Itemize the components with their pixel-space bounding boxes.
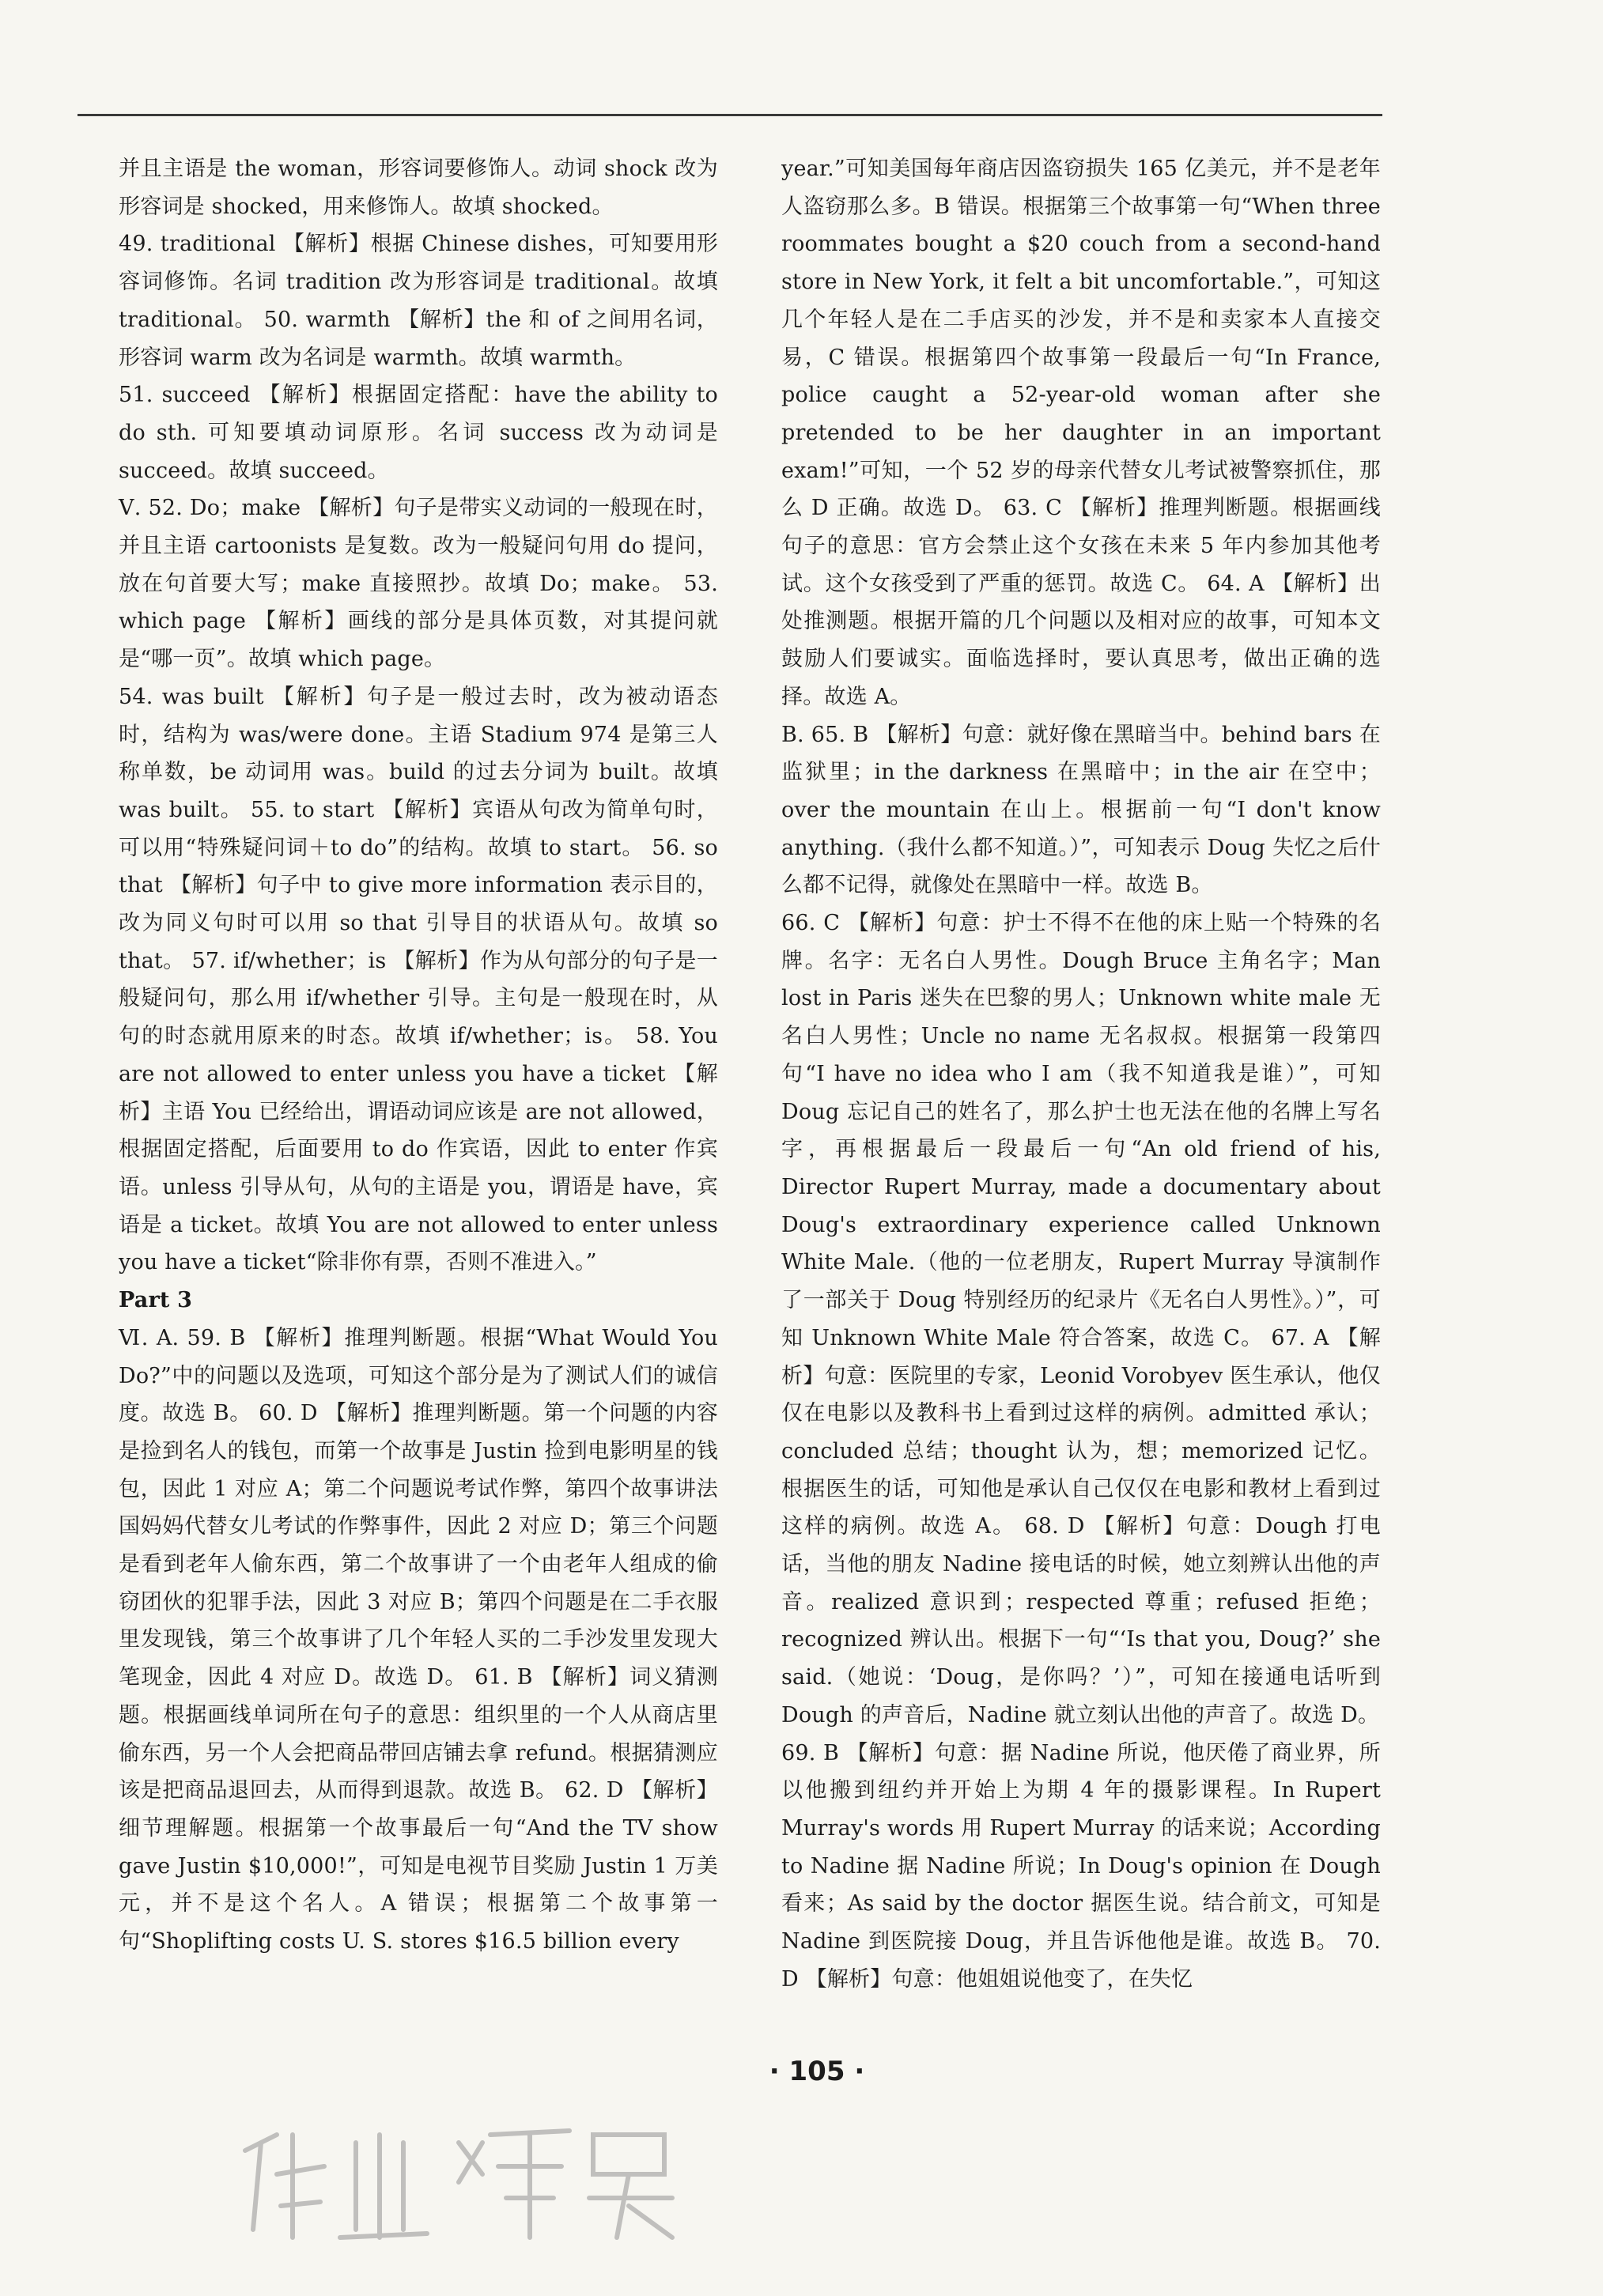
- watermark-logo: [221, 2103, 696, 2261]
- section-heading: Part 3: [119, 1288, 193, 1313]
- paragraph: Ⅵ. A. 59. B 【解析】推理判断题。根据“What Would You Do?”中的问题以及选项，可知这个部分是为了测试人们的诚信度。故选 B。 60. D 【解析】推理判断题。第一个问题的内容是捡到名人的钱包，而第一个故事是 Justin 捡到电影明星的钱包，因此 1 对应 A；第二个问题说考试作弊，第四个故事讲法国妈妈代替女儿考试的作弊事件，因此 2 对应 D；第三个问题是看到老年人偷东西，第二个故事讲了一个由老年人组成的偷窃团伙的犯罪手法，因此 3 对应 B；第四个问题是在二手衣服里发现钱，第三个故事讲了几个年轻人买的二手沙发里发现大笔现金，因此 4 对应 D。故选 D。 61. B 【解析】词义猜测题。根据画线单词所在句子的意思：组织里的一个人从商店里偷东西，另一个人会把商品带回店铺去拿 refund。根据猜测应该是把商品退回去，从而得到退款。故选 B。 62. D 【解析】细节理解题。根据第一个故事最后一句“And the TV show gave Justin $10,000!”，可知是电视节目奖励 Justin 1 万美元，并不是这个名人。A 错误；根据第二个故事第一句“Shoplifting costs U. S. stores $16.5 billion every: [119, 1325, 718, 1954]
- paragraph: Ⅴ. 52. Do；make 【解析】句子是带实义动词的一般现在时，并且主语 cartoonists 是复数。改为一般疑问句用 do 提问，放在句首要大写；make 直接照抄。故填 Do；make。 53. which page 【解析】画线的部分是具体页数，对其提问就是“哪一页”。故填 which page。: [119, 496, 718, 672]
- paragraph: 69. B 【解析】句意：据 Nadine 所说，他厌倦了商业界，所以他搬到纽约并开始上为期 4 年的摄影课程。In Rupert Murray's words 用 Rupert Murray 的话来说；According to Nadine 据 Nadine 所说；In Doug's opinion 在 Dough 看来；As said by the doctor 据医生说。结合前文，可知是 Nadine 到医院接 Doug，并且告诉他他是谁。故选 B。 70. D 【解析】句意：他姐姐说他变了，在失忆: [781, 1740, 1381, 1992]
- page-number-value: 105: [788, 2056, 845, 2087]
- top-rule: [78, 114, 1382, 116]
- left-column: [119, 150, 718, 1961]
- paragraph: year.”可知美国每年商店因盗窃损失 165 亿美元，并不是老年人盗窃那么多。B 错误。根据第三个故事第一句“When three roommates bought a $20 couch from a second-hand store in New York, it felt a bit uncomfortable.”，可知这几个年轻人是在二手店买的沙发，并不是和卖家本人直接交易，C 错误。根据第四个故事第一段最后一句“In France, police caught a 52-year-old woman after she pretended to be her daughter in an important exam!”可知，一个 52 岁的母亲代替女儿考试被警察抓住，那么 D 正确。故选 D。 63. C 【解析】推理判断题。根据画线句子的意思：官方会禁止这个女孩在未来 5 年内参加其他考试。这个女孩受到了严重的惩罚。故选 C。 64. A 【解析】出处推测题。根据开篇的几个问题以及相对应的故事，可知本文鼓励人们要诚实。面临选择时，要认真思考，做出正确的选择。故选 A。: [781, 157, 1381, 709]
- paragraph: 并且主语是 the woman，形容词要修饰人。动词 shock 改为形容词是 shocked，用来修饰人。故填 shocked。: [119, 157, 718, 219]
- paragraph: 54. was built 【解析】句子是一般过去时，改为被动语态时，结构为 was/were done。主语 Stadium 974 是第三人称单数，be 动词用 was。build 的过去分词为 built。故填 was built。 55. to start 【解析】宾语从句改为简单句时，可以用“特殊疑问词＋to do”的结构。故填 to start。 56. so that 【解析】句子中 to give more information 表示目的，改为同义句时可以用 so that 引导目的状语从句。故填 so that。 57. if/whether；is 【解析】作为从句部分的句子是一般疑问句，那么用 if/whether 引导。主句是一般现在时，从句的时态就用原来的时态。故填 if/whether；is。 58. You are not allowed to enter unless you have a ticket 【解析】主语 You 已经给出，谓语动词应该是 are not allowed，根据固定搭配，后面要用 to do 作宾语，因此 to enter 作宾语。unless 引导从句，从句的主语是 you，谓语是 have，宾语是 a ticket。故填 You are not allowed to enter unless you have a ticket“除非你有票，否则不准进入。”: [119, 684, 718, 1275]
- paragraph: B. 65. B 【解析】句意：就好像在黑暗当中。behind bars 在监狱里；in the darkness 在黑暗中；in the air 在空中；over the mountain 在山上。根据前一句“I don't know anything.（我什么都不知道。）”，可知表示 Doug 失忆之后什么都不记得，就像处在黑暗中一样。故选 B。: [781, 722, 1381, 898]
- page-number: · 105 ·: [769, 2056, 865, 2087]
- paragraph: 51. succeed 【解析】根据固定搭配：have the ability to do sth. 可知要填动词原形。名词 success 改为动词是 succeed。故填 succeed。: [119, 383, 718, 483]
- right-column: [781, 150, 1381, 1998]
- paragraph: 66. C 【解析】句意：护士不得不在他的床上贴一个特殊的名牌。名字：无名白人男性。Dough Bruce 主角名字；Man lost in Paris 迷失在巴黎的男人；Unknown white male 无名白人男性；Uncle no name 无名叔叔。根据第一段第四句“I have no idea who I am（我不知道我是谁）”，可知 Doug 忘记自己的姓名了，那么护士也无法在他的名牌上写名字，再根据最后一段最后一句“An old friend of his, Director Rupert Murray, made a documentary about Doug's extraordinary experience called Unknown White Male.（他的一位老朋友，Rupert Murray 导演制作了一部关于 Doug 特别经历的纪录片《无名白人男性》。）”，可知 Unknown White Male 符合答案，故选 C。 67. A 【解析】句意：医院里的专家，Leonid Vorobyev 医生承认，他仅仅在电影以及教科书上看到过这样的病例。admitted 承认；concluded 总结；thought 认为，想；memorized 记忆。根据医生的话，可知他是承认自己仅仅在电影和教材上看到过这样的病例。故选 A。 68. D 【解析】句意：Dough 打电话，当他的朋友 Nadine 接电话的时候，她立刻辨认出他的声音。realized 意识到；respected 尊重；refused 拒绝；recognized 辨认出。根据下一句“‘Is that you, Doug?’ she said.（她说：‘Doug，是你吗？’）”，可知在接通电话听到 Dough 的声音后，Nadine 就立刻认出他的声音了。故选 D。: [781, 911, 1381, 1728]
- paragraph: 49. traditional 【解析】根据 Chinese dishes，可知要用形容词修饰。名词 tradition 改为形容词是 traditional。故填 traditional。 50. warmth 【解析】the 和 of 之间用名词，形容词 warm 改为名词是 warmth。故填 warmth。: [119, 232, 718, 370]
